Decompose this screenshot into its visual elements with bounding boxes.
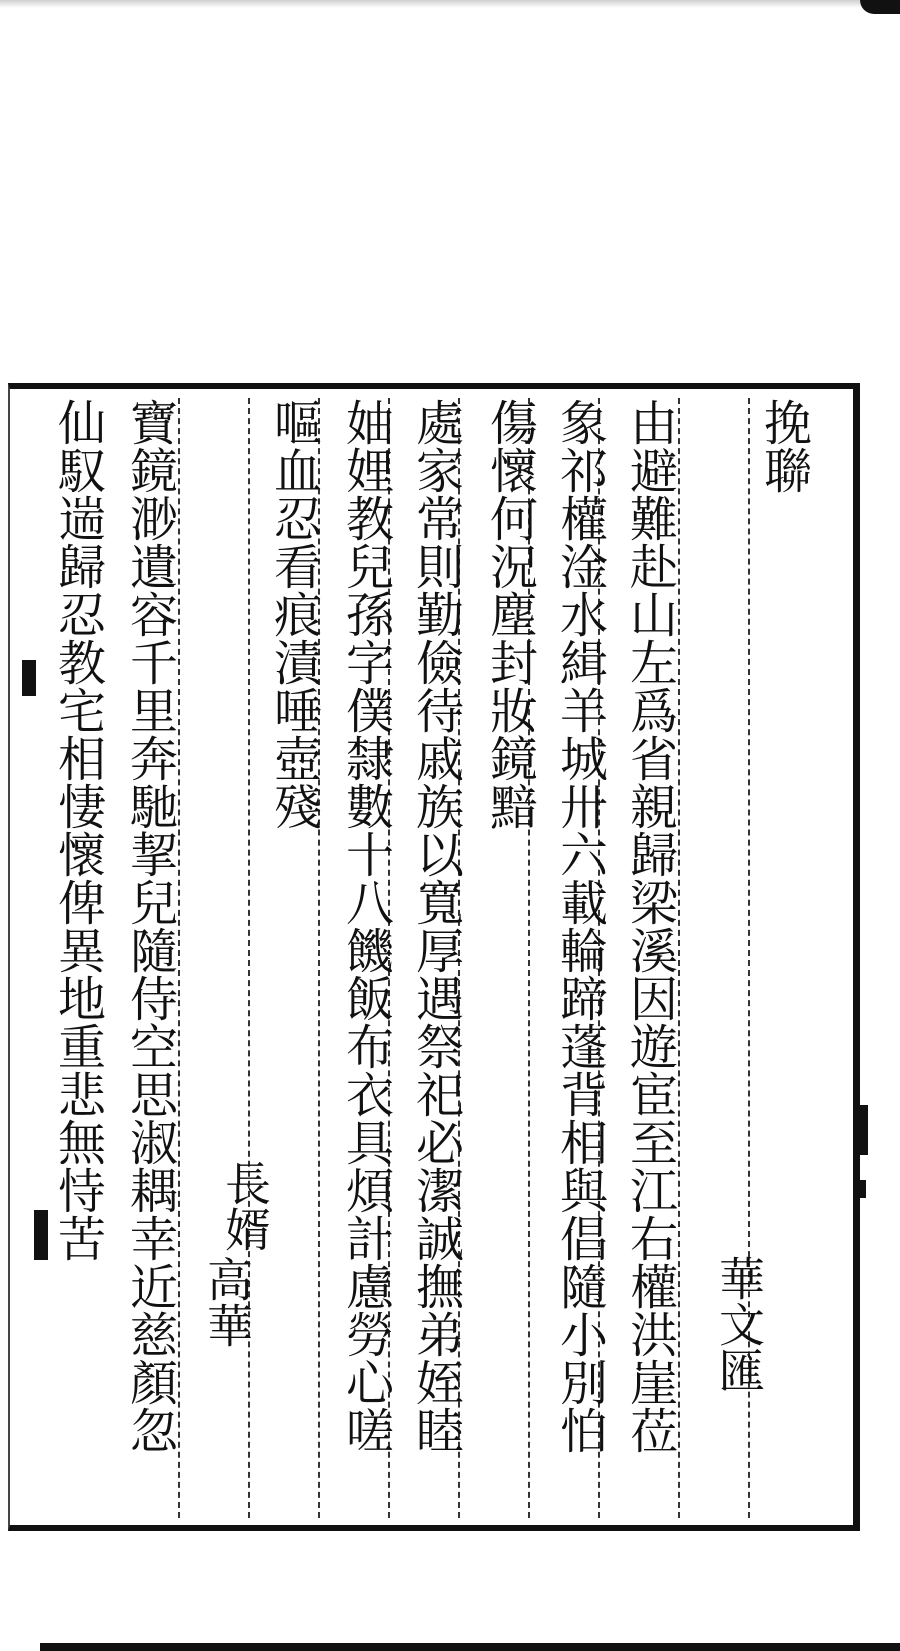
text-column [118,398,180,1454]
text-column [46,398,108,1262]
text-column [404,398,466,1454]
couplet-line: 處家常則勤儉待戚族以寬厚遇祭祀必潔誠撫弟姪睦 [407,398,464,1454]
text-column [478,398,540,830]
ink-speck [858,1180,866,1198]
couplet-line: 由避難赴山左爲省親歸梁溪因遊宦至江右權洪崖莅 [621,398,678,1454]
text-column [262,398,324,830]
column-rule [248,398,250,1518]
author-relation: 長婿 [218,1160,272,1252]
top-page-edge [0,0,900,8]
couplet-line: 嘔血忍看痕漬唾壺殘 [265,398,322,830]
section-title: 挽聯 [755,398,812,494]
ink-speck [858,1105,868,1155]
author-name: 高華 [200,1256,254,1348]
ink-speck [22,660,36,696]
ink-speck [34,1210,48,1260]
text-column [334,398,396,1454]
couplet-line: 寶鏡渺遺容千里奔馳挈兒隨侍空思淑耦幸近慈顏忽 [121,398,178,1454]
couplet-line: 妯娌教兒孫字僕隸數十八饑飯布衣具煩計慮勞心嗟 [337,398,394,1454]
author-name: 華文匯 [712,1255,766,1393]
text-column [618,398,680,1454]
bottom-page-edge [40,1643,900,1651]
title-column [752,398,814,494]
corner-ink-mark [860,0,900,14]
couplet-line: 傷懷何況塵封妝鏡黯 [481,398,538,830]
couplet-line: 仙馭遄歸忍教宅相悽懷俾異地重悲無恃苦 [49,398,106,1262]
couplet-line: 象祁權淦水緝羊城卅六載輪蹄蓬背相與倡隨小別怕 [551,398,608,1454]
text-column [548,398,610,1454]
